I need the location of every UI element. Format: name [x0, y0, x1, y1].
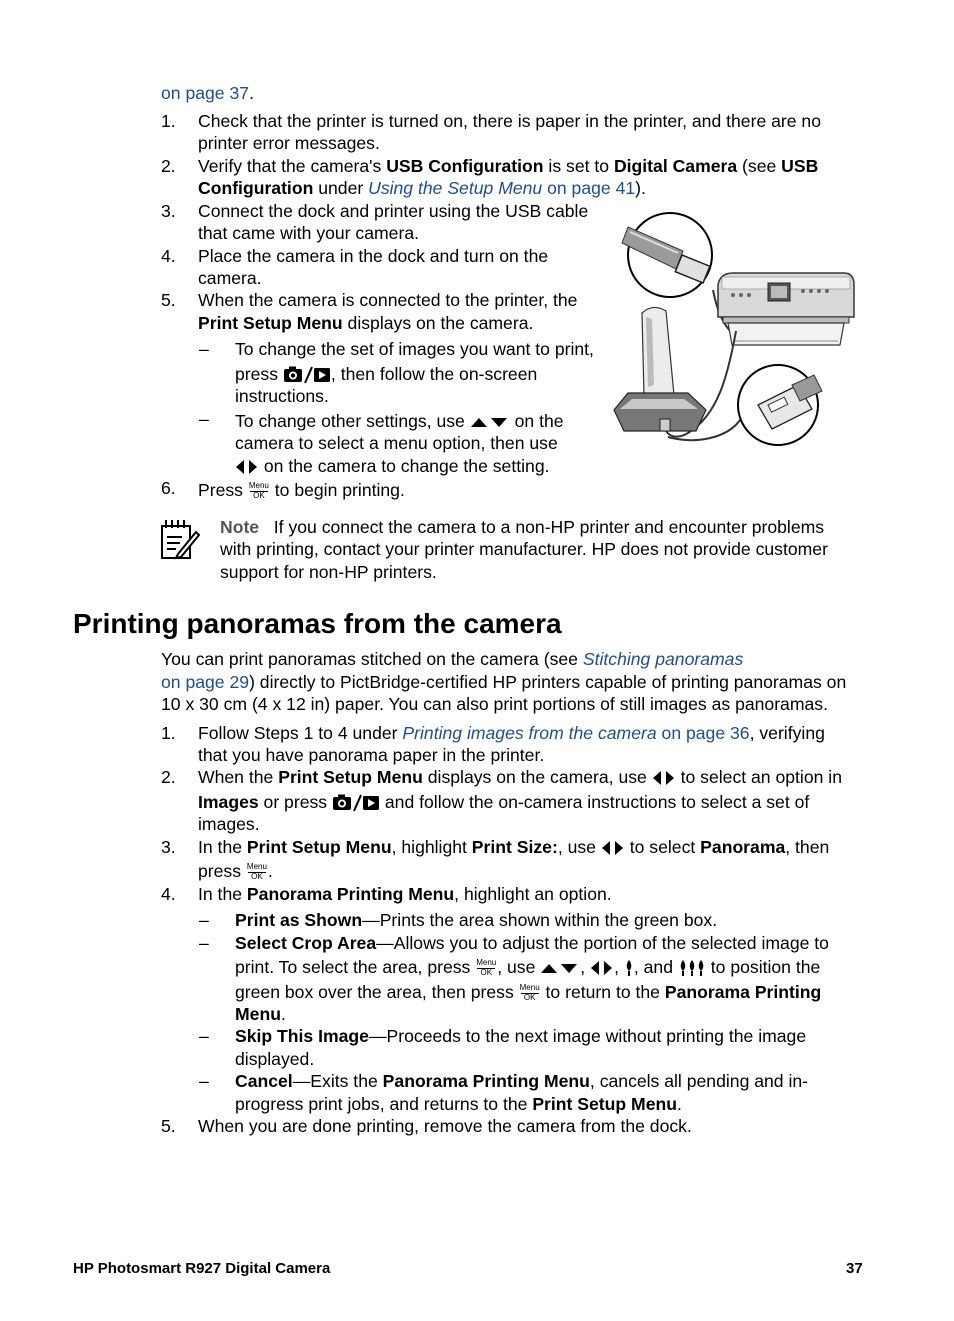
step-text: In the Print Setup Menu, highlight Print Size:, use to select Panorama, then	[198, 837, 830, 857]
link-using-setup-menu[interactable]: Using the Setup Menu on page 41	[368, 178, 636, 198]
step-number: 6.	[161, 478, 176, 498]
option-text: Print as Shown—Prints the area shown within the green box.	[235, 910, 718, 930]
dash: –	[199, 1026, 209, 1046]
usb-a-connector-detail	[622, 213, 712, 297]
step-text: Verify that the camera's USB Configuration is set to Digital Camera (see USB	[198, 156, 819, 176]
step-text: that you have panorama paper in the printer.	[198, 745, 545, 765]
left-right-arrows-icon	[590, 960, 614, 976]
note-text: with printing, contact your printer manufacturer. HP does not provide customer	[220, 539, 828, 559]
sub-step-text: camera to select a menu option, then use	[235, 433, 558, 453]
left-right-arrows-icon	[652, 770, 676, 786]
step-text: When you are done printing, remove the camera from the dock.	[198, 1116, 692, 1136]
link-page-29[interactable]: on page 29	[161, 672, 250, 692]
link-page-37[interactable]: on page 37	[161, 83, 250, 103]
step-number: 3.	[161, 837, 176, 857]
left-right-arrows-icon	[235, 459, 259, 475]
up-down-arrows-icon	[540, 962, 580, 974]
period: .	[249, 83, 254, 103]
step-text: Configuration under Using the Setup Menu on page 41).	[198, 178, 646, 198]
intro-text: You can print panoramas stitched on the camera (see Stitching panoramas	[161, 649, 744, 669]
menu-ok-icon: Menu OK	[519, 983, 540, 1003]
zoom-out-icon	[678, 959, 706, 977]
option-text: Skip This Image—Proceeds to the next image without printing the image	[235, 1026, 807, 1046]
intro-text: on page 29) directly to PictBridge-certified HP printers capable of printing panoramas on	[161, 672, 847, 692]
left-right-arrows-icon	[601, 840, 625, 856]
menu-ok-icon: Menu OK	[248, 481, 269, 501]
section-heading: Printing panoramas from the camera	[73, 608, 562, 639]
step-text: Connect the dock and printer using the USB cable	[198, 201, 589, 221]
step-text: images.	[198, 814, 260, 834]
step-number: 2.	[161, 767, 176, 787]
page-number: 37	[846, 1260, 863, 1277]
menu-ok-icon: Menu OK	[246, 862, 267, 882]
step-text: Check that the printer is turned on, there is paper in the printer, and there are no	[198, 111, 821, 131]
step-number: 2.	[161, 156, 176, 176]
step-number: 4.	[161, 884, 176, 904]
step-number: 5.	[161, 1116, 176, 1136]
step-number: 1.	[161, 723, 176, 743]
step-number: 1.	[161, 111, 176, 131]
intro-text: 10 x 30 cm (4 x 12 in) paper. You can also print portions of still images as panoramas.	[161, 694, 828, 714]
option-text: Menu.	[235, 1004, 286, 1024]
step-text: When the Print Setup Menu displays on the camera, use to select an option in	[198, 767, 842, 787]
up-down-arrows-icon	[470, 416, 510, 428]
camera-playback-icon	[283, 365, 331, 385]
top-reference	[161, 82, 254, 104]
step-text: Place the camera in the dock and turn on the	[198, 246, 549, 266]
step-text: printer error messages.	[198, 133, 380, 153]
sub-step-text: on the camera to change the setting.	[235, 455, 550, 477]
dash: –	[199, 409, 209, 429]
footer-title: HP Photosmart R927 Digital Camera	[73, 1260, 331, 1277]
link-printing-images[interactable]: Printing images from the camera on page 36	[402, 723, 750, 743]
dash: –	[199, 910, 209, 930]
option-text: displayed.	[235, 1049, 315, 1069]
option-text: green box over the area, then press Menu OK to return to the Panorama Printing	[235, 982, 822, 1003]
option-text: Select Crop Area—Allows you to adjust the portion of the selected image to	[235, 933, 829, 953]
step-text: Press Menu OK to begin printing.	[198, 480, 405, 501]
step-number: 4.	[161, 246, 176, 266]
camera-playback-icon	[332, 793, 380, 813]
note-title: Note	[220, 517, 260, 537]
step-text: Images or press and follow the on-camera instructions to select a set of	[198, 792, 810, 812]
note-text: support for non-HP printers.	[220, 562, 437, 582]
printer-image	[718, 273, 854, 345]
step-number: 3.	[161, 201, 176, 221]
dock-printer-illustration	[608, 205, 868, 455]
note-text: Note If you connect the camera to a non-HP printer and encounter problems	[220, 517, 825, 537]
menu-ok-icon: Menu OK	[476, 958, 497, 978]
sub-step-text: instructions.	[235, 386, 329, 406]
sub-step-text: press , then follow the on-screen	[235, 364, 538, 384]
step-text: Print Setup Menu displays on the camera.	[198, 313, 534, 333]
sub-step-text: To change other settings, use on the	[235, 411, 564, 431]
step-text: that came with your camera.	[198, 223, 419, 243]
option-text: Cancel—Exits the Panorama Printing Menu, cancels all pending and in-	[235, 1071, 809, 1091]
dash: –	[199, 339, 209, 359]
option-text: print. To select the area, press Menu OK , use , , , and to position the	[235, 957, 821, 978]
link-stitching-panoramas[interactable]: Stitching panoramas	[582, 649, 744, 669]
note-icon	[160, 518, 200, 562]
dash: –	[199, 933, 209, 953]
dash: –	[199, 1071, 209, 1091]
step-text: camera.	[198, 268, 262, 288]
step-text: When the camera is connected to the printer, the	[198, 290, 578, 310]
zoom-in-icon	[624, 959, 634, 977]
step-text: In the Panorama Printing Menu, highlight an option.	[198, 884, 612, 904]
step-text: press Menu OK .	[198, 861, 273, 882]
step-text: Follow Steps 1 to 4 under Printing images from the camera on page 36, verifying	[198, 723, 825, 743]
step-number: 5.	[161, 290, 176, 310]
option-text: progress print jobs, and returns to the Print Setup Menu.	[235, 1094, 682, 1114]
sub-step-text: To change the set of images you want to print,	[235, 339, 594, 359]
camera-in-dock-image	[614, 307, 706, 431]
